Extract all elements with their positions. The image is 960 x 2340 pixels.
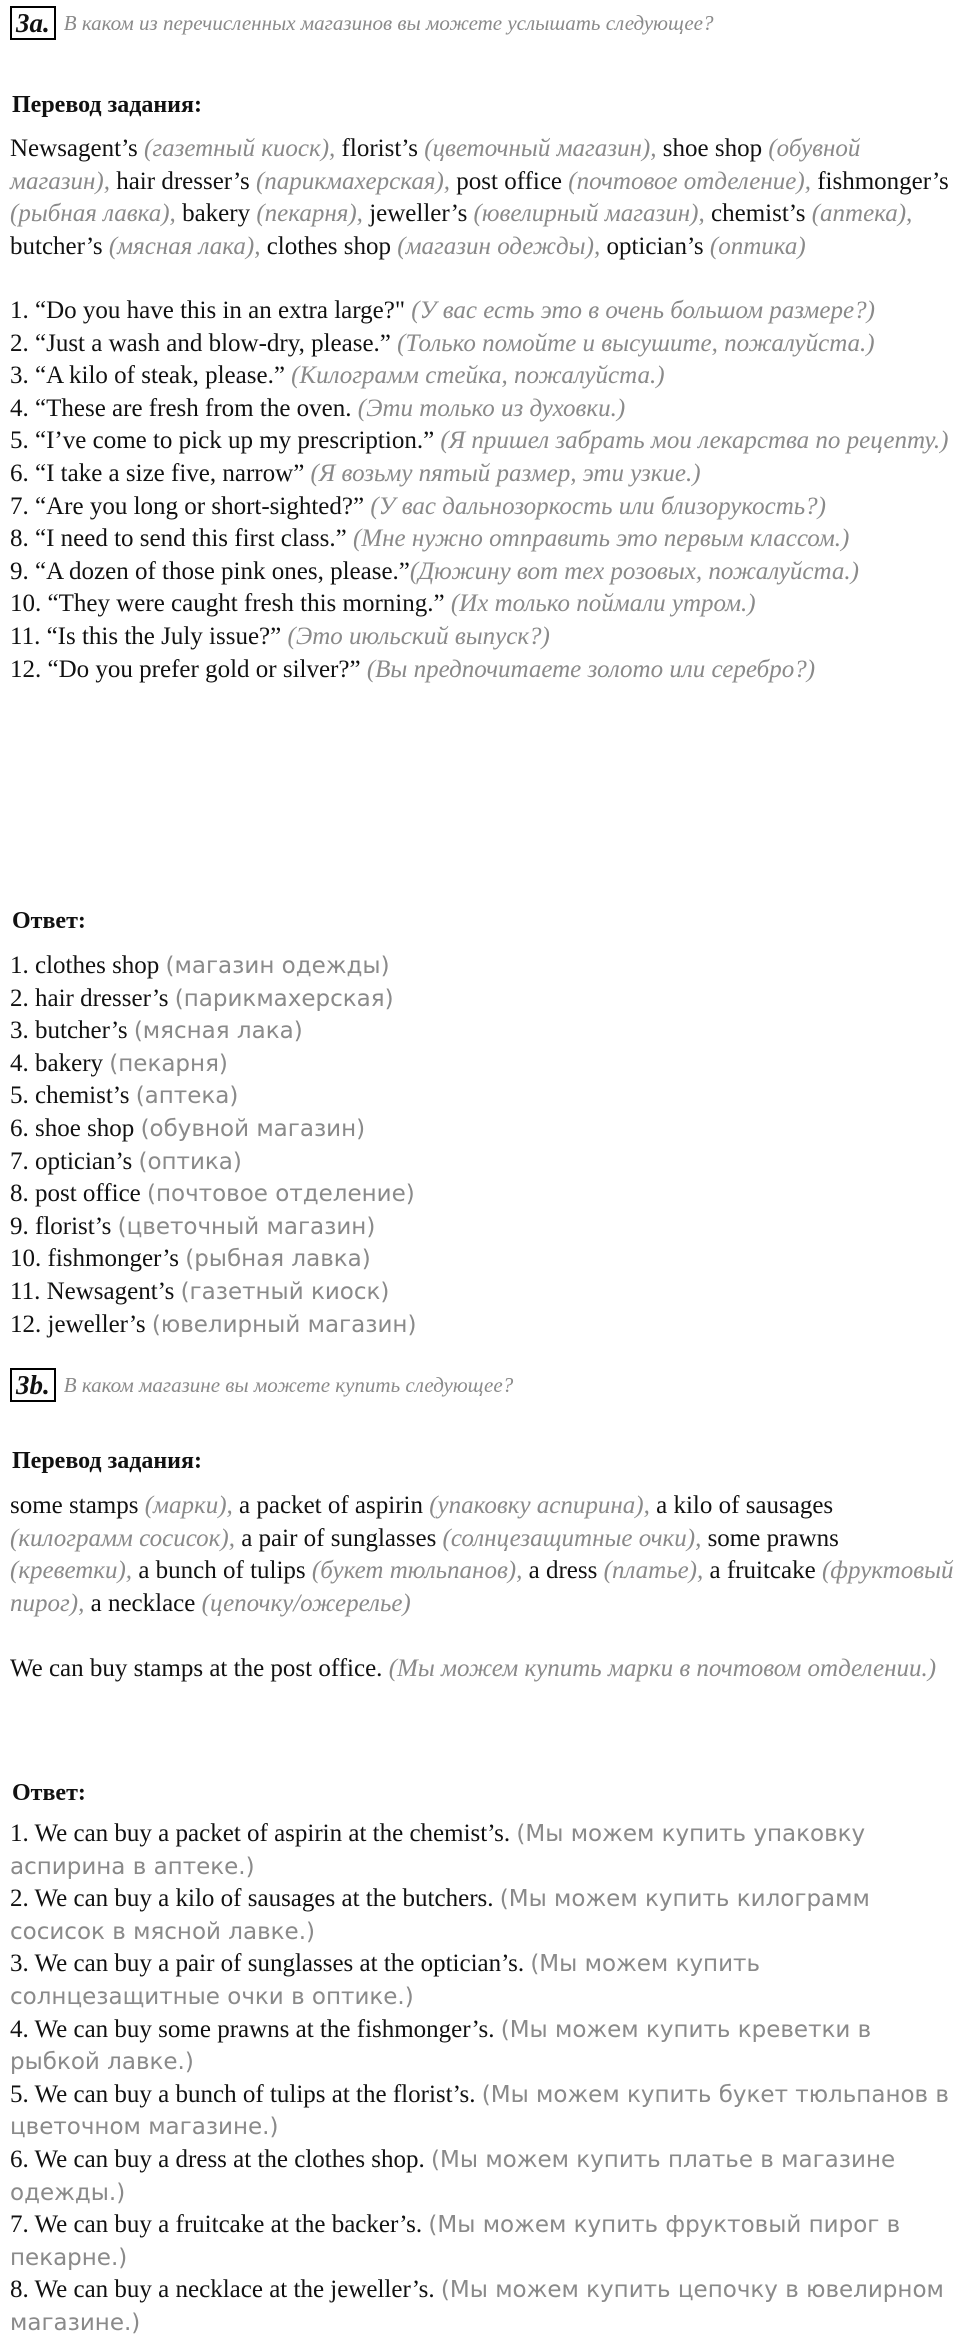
shop-en: butcher’s <box>10 232 103 260</box>
answer-item <box>10 1243 955 1276</box>
phrase-en: 12. “Do you prefer gold or silver?” <box>10 655 361 683</box>
answer-item <box>10 1818 955 1883</box>
task-3a-answers <box>10 950 955 1341</box>
shop-ru: (мясная лака), <box>108 232 261 260</box>
task-3b-items-paragraph <box>10 1490 955 1620</box>
shop-en: florist’s <box>341 135 418 162</box>
shop-en: fishmonger’s <box>817 167 949 195</box>
answer-item <box>10 2274 955 2339</box>
task-3a-translation-heading: Перевод задания: <box>12 92 202 118</box>
phrase-en: 10. “They were caught fresh this morning.” <box>10 590 445 618</box>
task-3a-description: В каком из перечисленных магазинов вы можете услышать следующее? <box>63 10 714 35</box>
answer-ru: (газетный киоск) <box>180 1278 390 1305</box>
answer-en: 3. We can buy a pair of sunglasses at the optician’s. <box>10 1950 525 1978</box>
answer-item <box>10 1309 955 1342</box>
task-3b-translation-heading: Перевод задания: <box>12 1448 202 1474</box>
item-ru: (килограмм сосисок), <box>10 1524 235 1552</box>
answer-ru: (мясная лака) <box>133 1018 303 1045</box>
shop-ru: (ювелирный магазин), <box>473 200 705 228</box>
phrase-ru: (Я возьму пятый размер, эти узкие.) <box>310 459 701 487</box>
answer-item <box>10 1948 955 2013</box>
shop-ru: (пекарня), <box>256 200 363 228</box>
answer-en: 5. chemist’s <box>10 1082 130 1110</box>
answer-ru: (Мы можем купить букет тюльпанов в цветочном магазине.) <box>10 2081 949 2141</box>
task-3b-answer-heading: Ответ: <box>12 1780 86 1806</box>
phrase-en: 7. “Are you long or short-sighted?” <box>10 492 365 520</box>
item-en: some stamps <box>10 1492 139 1519</box>
phrase-ru: (Только помойте и высушите, пожалуйста.) <box>397 329 875 357</box>
answer-ru: (обувной магазин) <box>140 1115 366 1142</box>
item-ru: (букет тюльпанов), <box>311 1557 523 1585</box>
phrase-en: 1. “Do you have this in an extra large?" <box>10 297 406 324</box>
answer-item <box>10 1113 955 1146</box>
example-en: We can buy stamps at the post office. <box>10 1655 383 1682</box>
task-3a-shops-paragraph <box>10 133 955 263</box>
shop-en: jeweller’s <box>369 200 468 228</box>
task-3a-phrases <box>10 295 955 686</box>
answer-item <box>10 1015 955 1048</box>
task-3b-number: 3b. <box>10 1368 56 1402</box>
item-en: a packet of aspirin <box>239 1492 423 1519</box>
answer-en: 3. butcher’s <box>10 1017 128 1045</box>
item-ru: (платье), <box>603 1557 704 1585</box>
task-3b-answers <box>10 1818 955 2340</box>
answer-en: 6. We can buy a dress at the clothes shop. <box>10 2145 425 2173</box>
answer-ru: (магазин одежды) <box>165 953 390 979</box>
answer-en: 10. fishmonger’s <box>10 1245 179 1273</box>
answer-item <box>10 1276 955 1309</box>
phrase-ru: (Это июльский выпуск?) <box>287 622 550 650</box>
answer-ru: (ювелирный магазин) <box>151 1311 417 1338</box>
shop-ru: (магазин одежды), <box>397 232 601 260</box>
answer-ru: (рыбная лавка) <box>185 1246 371 1273</box>
phrase-item <box>10 523 955 556</box>
phrase-ru: (Их только поймали утром.) <box>450 590 756 618</box>
phrase-en: 9. “A dozen of those pink ones, please.” <box>10 557 410 585</box>
answer-en: 1. We can buy a packet of aspirin at the chemist’s. <box>10 1820 511 1847</box>
shop-en: post office <box>456 167 563 195</box>
answer-item <box>10 2014 955 2079</box>
answer-item <box>10 1080 955 1113</box>
shop-ru: (почтовое отделение), <box>568 167 811 195</box>
answer-ru: (Мы можем купить цепочку в ювелирном магазине.) <box>10 2277 944 2336</box>
phrase-item <box>10 556 955 589</box>
shop-en: optician’s <box>606 232 704 260</box>
phrase-ru: (Дюжину вот тех розовых, пожалуйста.) <box>409 557 859 585</box>
item-ru: (солнцезащитные очки), <box>442 1524 702 1552</box>
phrase-item <box>10 295 955 328</box>
answer-ru: (аптека) <box>135 1083 239 1110</box>
answer-en: 8. post office <box>10 1180 141 1208</box>
phrase-en: 3. “A kilo of steak, please.” <box>10 362 285 390</box>
phrase-item <box>10 621 955 654</box>
answer-en: 2. We can buy a kilo of sausages at the butchers. <box>10 1885 494 1913</box>
phrase-item <box>10 393 955 426</box>
answer-en: 6. shoe shop <box>10 1114 135 1142</box>
shop-ru: (цветочный магазин), <box>424 135 657 162</box>
answer-item <box>10 1211 955 1244</box>
phrase-en: 4. “These are fresh from the oven. <box>10 394 352 422</box>
phrase-ru: (У вас дальнозоркость или близорукость?) <box>370 492 826 520</box>
answer-en: 4. bakery <box>10 1049 104 1077</box>
answer-ru: (Мы можем купить килограмм сосисок в мясной лавке.) <box>10 1886 870 1945</box>
shop-ru: (рыбная лавка), <box>10 200 176 228</box>
item-ru: (упаковку аспирина), <box>429 1492 650 1519</box>
phrase-item <box>10 458 955 491</box>
task-3a-header <box>10 6 714 40</box>
item-ru: (цепочку/ожерелье) <box>201 1589 411 1617</box>
task-3a-number: 3a. <box>10 6 56 40</box>
answer-ru: (пекарня) <box>109 1050 228 1077</box>
answer-item <box>10 1883 955 1948</box>
item-ru: (марки), <box>144 1492 233 1519</box>
phrase-ru: (Эти только из духовки.) <box>357 394 626 422</box>
shop-ru: (обувной магазин), <box>10 135 861 195</box>
answer-ru: (цветочный магазин) <box>117 1213 376 1240</box>
answer-en: 5. We can buy a bunch of tulips at the florist’s. <box>10 2080 476 2108</box>
item-en: some prawns <box>707 1524 839 1552</box>
answer-ru: (оптика) <box>138 1148 242 1175</box>
answer-en: 8. We can buy a necklace at the jeweller’s. <box>10 2276 435 2304</box>
phrase-item <box>10 360 955 393</box>
answer-ru: (Мы можем купить упаковку аспирина в аптеке.) <box>10 1821 866 1880</box>
shop-ru: (аптека), <box>811 200 913 228</box>
phrase-en: 11. “Is this the July issue?” <box>10 622 282 650</box>
answer-ru: (Мы можем купить солнцезащитные очки в оптике.) <box>10 1951 760 2010</box>
phrase-item <box>10 654 955 687</box>
answer-item <box>10 950 955 983</box>
phrase-en: 2. “Just a wash and blow-dry, please.” <box>10 329 391 357</box>
phrase-item <box>10 425 955 458</box>
answer-en: 12. jeweller’s <box>10 1310 146 1338</box>
task-3b-example <box>10 1653 955 1686</box>
shop-en: Newsagent’s <box>10 135 138 162</box>
example-ru: (Мы можем купить марки в почтовом отделении.) <box>388 1655 937 1682</box>
answer-en: 4. We can buy some prawns at the fishmonger’s. <box>10 2015 495 2043</box>
phrase-ru: (Я пришел забрать мои лекарства по рецепту.) <box>440 427 949 455</box>
phrase-ru: (У вас есть это в очень большом размере?) <box>411 297 875 324</box>
answer-en: 2. hair dresser’s <box>10 984 169 1012</box>
answer-item <box>10 2144 955 2209</box>
phrase-ru: (Мне нужно отправить это первым классом.) <box>352 525 850 553</box>
answer-en: 1. clothes shop <box>10 952 160 979</box>
task-3b-description: В каком магазине вы можете купить следующее? <box>63 1372 514 1397</box>
answer-item <box>10 2079 955 2144</box>
item-en: a necklace <box>90 1589 196 1617</box>
task-3b-header <box>10 1368 513 1402</box>
item-ru: (фруктовый пирог), <box>10 1557 954 1617</box>
phrase-en: 5. “I’ve come to pick up my prescription.” <box>10 427 435 455</box>
shop-ru: (парикмахерская), <box>255 167 451 195</box>
answer-item <box>10 2209 955 2274</box>
shop-en: shoe shop <box>662 135 763 162</box>
shop-en: chemist’s <box>711 200 806 228</box>
answer-ru: (Мы можем купить креветки в рыбкой лавке.) <box>10 2016 872 2076</box>
answer-ru: (Мы можем купить фруктовый пирог в пекарне.) <box>10 2212 901 2271</box>
phrase-item <box>10 328 955 361</box>
phrase-ru: (Вы предпочитаете золото или серебро?) <box>366 655 816 683</box>
answer-en: 7. optician’s <box>10 1147 133 1175</box>
answer-item <box>10 1048 955 1081</box>
answer-item <box>10 983 955 1016</box>
shop-ru: (оптика) <box>709 232 806 260</box>
answer-ru: (Мы можем купить платье в магазине одежды.) <box>10 2146 896 2206</box>
item-en: a fruitcake <box>709 1557 816 1585</box>
shop-ru: (газетный киоск), <box>144 135 336 162</box>
phrase-en: 6. “I take a size five, narrow” <box>10 459 305 487</box>
shop-en: clothes shop <box>266 232 391 260</box>
answer-item <box>10 1178 955 1211</box>
shop-en: bakery <box>182 200 251 228</box>
phrase-item <box>10 491 955 524</box>
item-en: a kilo of sausages <box>656 1492 834 1519</box>
item-ru: (креветки), <box>10 1557 133 1585</box>
answer-ru: (почтовое отделение) <box>147 1181 415 1208</box>
answer-item <box>10 1146 955 1179</box>
shop-en: hair dresser’s <box>116 167 250 195</box>
phrase-en: 8. “I need to send this first class.” <box>10 525 347 553</box>
item-en: a dress <box>528 1557 598 1585</box>
answer-en: 9. florist’s <box>10 1212 112 1240</box>
phrase-item <box>10 588 955 621</box>
task-3a-answer-heading: Ответ: <box>12 908 86 934</box>
item-en: a pair of sunglasses <box>241 1524 437 1552</box>
answer-en: 11. Newsagent’s <box>10 1277 175 1305</box>
answer-ru: (парикмахерская) <box>174 985 394 1012</box>
phrase-ru: (Килограмм стейка, пожалуйста.) <box>291 362 665 390</box>
item-en: a bunch of tulips <box>138 1557 306 1585</box>
answer-en: 7. We can buy a fruitcake at the backer’s. <box>10 2211 423 2239</box>
